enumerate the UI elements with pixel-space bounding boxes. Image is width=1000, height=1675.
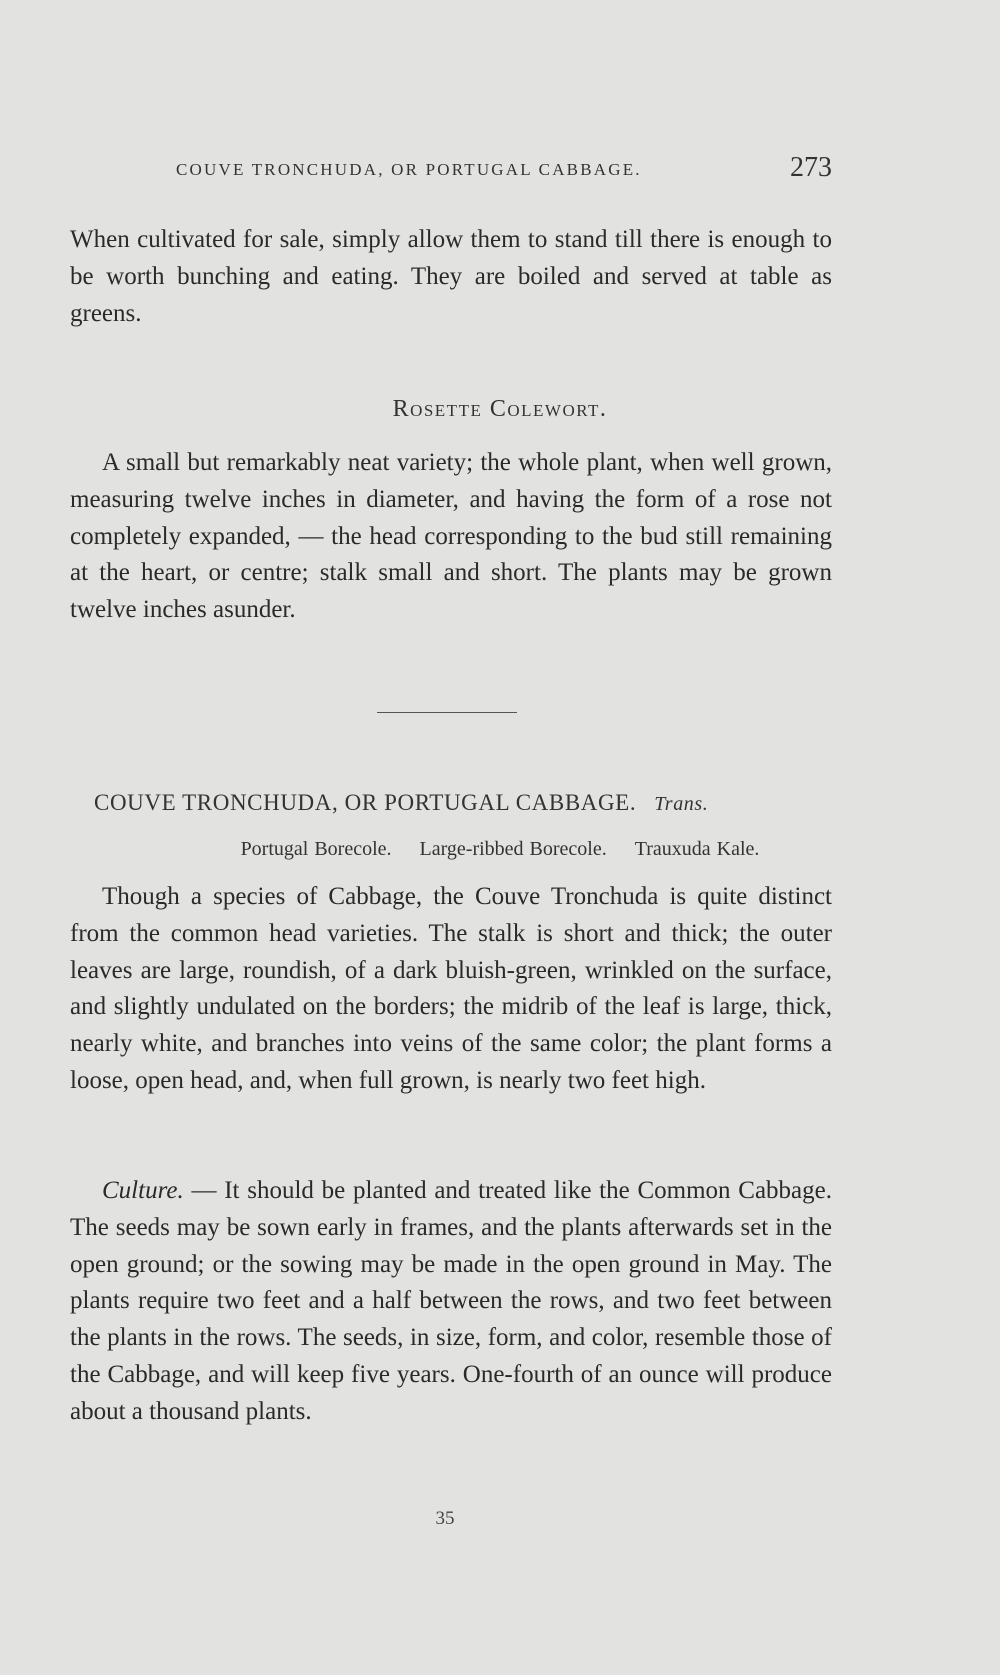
paragraph-couve-description: Though a species of Cabbage, the Couve Tronchuda is quite distinct from the common head varieties. The stalk is short and thick; the outer leaves are large, roundish, of a dark bluish-green, wrinkled on the surface, and slightly undulated on the borders; the midrib of the leaf is large, thick, nearly white, and branches into veins of the same color; the plant forms a loose, open head, and, when full grown, is nearly two feet high. — [70, 883, 832, 1094]
section-divider — [377, 712, 517, 713]
running-head-title: COUVE TRONCHUDA, OR PORTUGAL CABBAGE. — [176, 160, 642, 179]
paragraph-culture — [70, 1173, 832, 1431]
signature-mark: 35 — [435, 1508, 455, 1529]
paragraph-rosette-colewort: A small but remarkably neat variety; the whole plant, when well grown, measuring twelve inches in diameter, and having the form of a rose not completely expanded, — the head corresponding to the bud still remaining at the heart, or centre; stalk small and short. The plants may be grown twelve inches asunder. — [70, 449, 832, 624]
synonym-portugal-borecole: Portugal Borecole. — [240, 838, 392, 860]
synonyms-line — [0, 838, 1000, 861]
culture-label: Culture. — [102, 1177, 184, 1204]
page-number: 273 — [790, 152, 832, 183]
heading-couve-tronchuda-title: COUVE TRONCHUDA, OR PORTUGAL CABBAGE. — [94, 790, 637, 815]
heading-couve-tronchuda — [94, 790, 834, 816]
paragraph-greens: When cultivated for sale, simply allow them to stand till there is enough to be worth bunching and eating. They are boiled and served at table as greens. — [70, 226, 832, 327]
synonym-trauxuda-kale: Trauxuda Kale. — [634, 838, 760, 860]
running-head — [176, 152, 832, 192]
heading-rosette-colewort: Rosette Colewort. — [392, 396, 608, 422]
heading-trans-note: Trans. — [654, 793, 709, 815]
synonym-large-ribbed-borecole: Large-ribbed Borecole. — [419, 838, 607, 860]
culture-text: — It should be planted and treated like the Common Cabbage. The seeds may be sown early in frames, and the plants afterwards set in the open ground; or the sowing may be made in the open ground in May. The plants require two feet and a half between the rows, and two feet between the plants in the rows. The seeds, in size, form, and color, resemble those of the Cabbage, and will keep five years. One-fourth of an ounce will produce about a thousand plants. — [70, 1177, 832, 1425]
